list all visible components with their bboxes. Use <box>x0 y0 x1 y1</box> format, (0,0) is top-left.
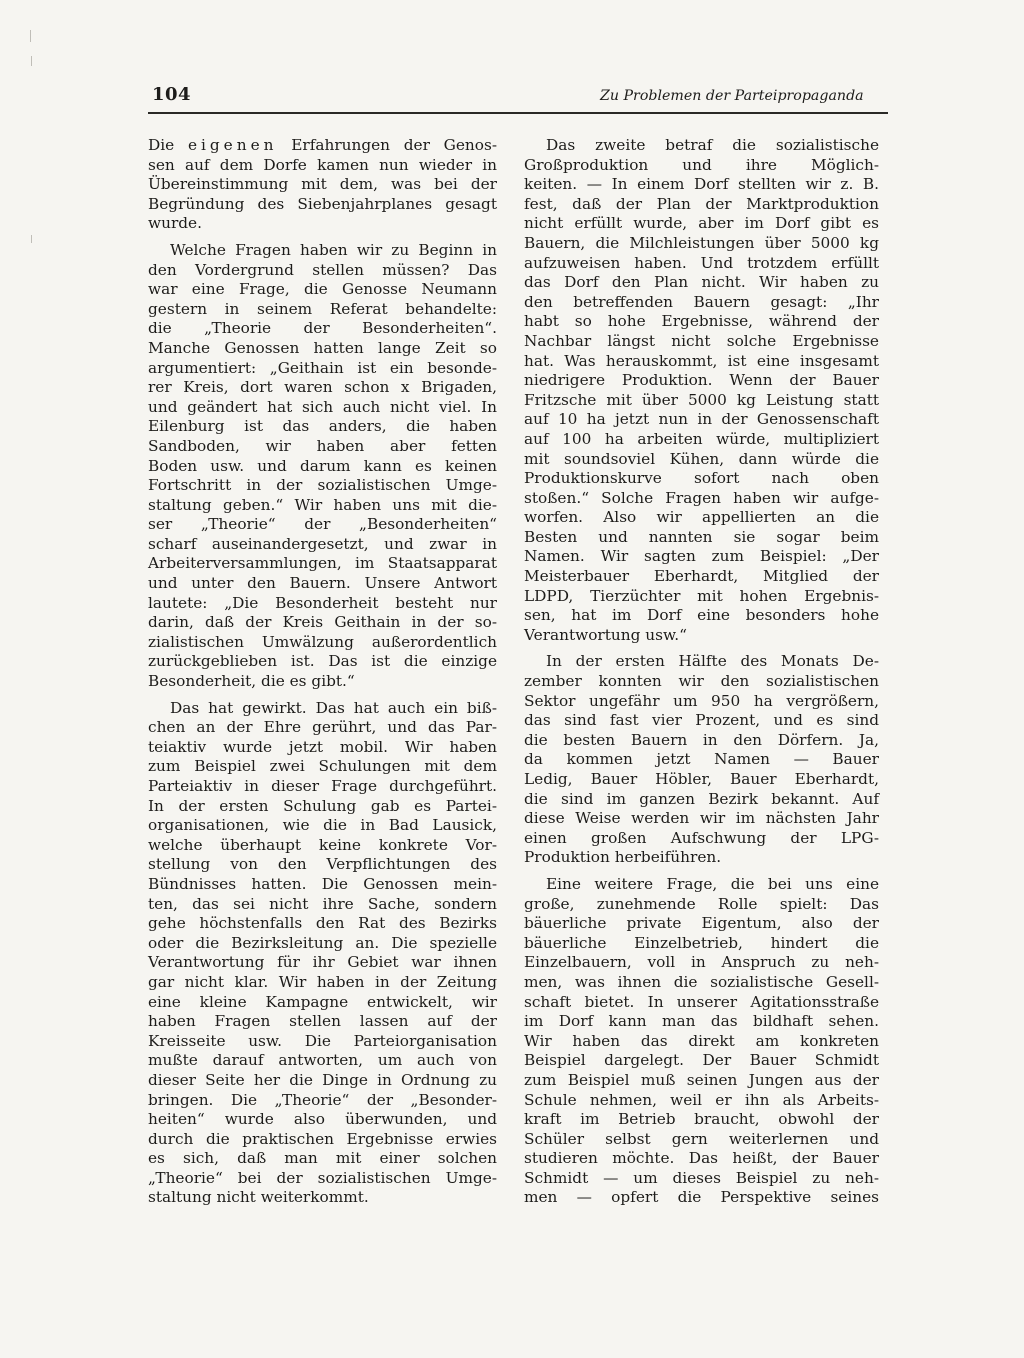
text-line: Eilenburg ist das anders, die haben <box>148 417 497 436</box>
text-line: den Vordergrund stellen müssen? Das <box>148 260 497 279</box>
text-line: Eine weitere Frage, die bei uns eine <box>546 874 879 893</box>
text-line: worfen. Also wir appellierten an die <box>524 508 879 527</box>
text-line: Nachbar längst nicht solche Ergebnisse <box>524 331 879 350</box>
text-line: kraft im Betrieb braucht, obwohl der <box>524 1110 879 1129</box>
text-line: Boden usw. und darum kann es keinen <box>148 456 497 475</box>
text-line: sen auf dem Dorfe kamen nun wieder in <box>148 155 497 174</box>
text-line: habt so hohe Ergebnisse, während der <box>524 312 879 331</box>
scan-mark <box>31 56 32 66</box>
paragraph-gap <box>524 868 879 875</box>
text-line: Kreisseite usw. Die Parteiorganisation <box>148 1031 497 1050</box>
text-line: men — opfert die Perspektive seines <box>524 1188 879 1207</box>
text-line: darin, daß der Kreis Geithain in der so- <box>148 613 497 632</box>
text-line: Welche Fragen haben wir zu Beginn in <box>170 240 497 259</box>
paragraph-gap <box>148 234 497 241</box>
text-line: zum Beispiel zwei Schulungen mit dem <box>148 757 497 776</box>
text-line: heiten“ wurde also überwunden, und <box>148 1110 497 1129</box>
paragraph-gap <box>148 692 497 699</box>
text-line: Namen. Wir sagten zum Beispiel: „Der <box>524 547 879 566</box>
text-line: im Dorf kann man das bildhaft sehen. <box>524 1012 879 1031</box>
text-line: staltung nicht weiterkommt. <box>148 1188 369 1207</box>
text-line: mußte darauf antworten, um auch von <box>148 1051 497 1070</box>
text-line: Wir haben das direkt am konkreten <box>524 1031 879 1050</box>
text-line: gar nicht klar. Wir haben in der Zeitung <box>148 972 497 991</box>
text-line: zember konnten wir den sozialistischen <box>524 672 879 691</box>
text-line: Ledig, Bauer Höbler, Bauer Eberhardt, <box>524 770 879 788</box>
text-line: niedrigere Produktion. Wenn der Bauer <box>524 371 879 390</box>
text-line: In der ersten Hälfte des Monats De- <box>546 652 879 671</box>
right-column <box>524 136 879 1208</box>
text-line: Verantwortung für ihr Gebiet war ihnen <box>148 953 497 972</box>
text-line: es sich, daß man mit einer solchen <box>148 1149 497 1168</box>
text-line: hat. Was herauskommt, ist eine insgesamt <box>524 351 879 370</box>
text-line: Meisterbauer Eberhardt, Mitglied der <box>524 567 879 586</box>
text-line: keiten. — In einem Dorf stellten wir z. B. <box>524 175 879 194</box>
text-line: schaft bietet. In unserer Agitationsstraße <box>524 992 879 1011</box>
emphasis-word: eigenen <box>187 136 278 154</box>
header-rule <box>148 112 888 114</box>
text-line: bäuerliche Einzelbetrieb, hindert die <box>524 933 879 952</box>
text-line: Manche Genossen hatten lange Zeit so <box>148 338 497 357</box>
text-line: sen, hat im Dorf eine besonders hohe <box>524 606 879 625</box>
text-line: auf 10 ha jetzt nun in der Genossenschaft <box>524 410 879 429</box>
text-line: stoßen.“ Solche Fragen haben wir aufge- <box>524 488 879 507</box>
text-line: die sind im ganzen Bezirk bekannt. Auf <box>524 789 879 808</box>
text-line: diese Weise werden wir im nächsten Jahr <box>524 809 879 828</box>
text-line: Übereinstimmung mit dem, was bei der <box>148 175 497 194</box>
text-line: Bündnisses hatten. Die Genossen mein- <box>148 874 497 893</box>
text-line: die besten Bauern in den Dörfern. Ja, <box>524 730 879 749</box>
text-line: scharf auseinandergesetzt, und zwar in <box>148 534 497 553</box>
text-line: Arbeiterversammlungen, im Staatsapparat <box>148 554 497 573</box>
text-line: gestern in seinem Referat behandelte: <box>148 299 497 318</box>
text-line: In der ersten Schulung gab es Partei- <box>148 796 497 815</box>
text-line: argumentiert: „Geithain ist ein besonde- <box>148 358 497 377</box>
text-line: rer Kreis, dort waren schon x Brigaden, <box>148 378 497 397</box>
paragraph-gap <box>524 645 879 652</box>
text-line: organisationen, wie die in Bad Lausick, <box>148 816 497 835</box>
text-line: und geändert hat sich auch nicht viel. In <box>148 397 497 416</box>
text-line: Parteiaktiv in dieser Frage durchgeführt. <box>148 777 497 795</box>
running-head: Zu Problemen der Parteipropaganda <box>600 88 864 104</box>
text-line: „Theorie“ bei der sozialistischen Umge- <box>148 1168 497 1187</box>
text-line: Die eigenen Erfahrungen der Genos- <box>148 136 497 154</box>
text-line: teiaktiv wurde jetzt mobil. Wir haben <box>148 737 497 756</box>
text-line: Produktionskurve sofort nach oben <box>524 469 879 488</box>
text-line: einen großen Aufschwung der LPG- <box>524 828 879 847</box>
text-line: ten, das sei nicht ihre Sache, sondern <box>148 894 497 913</box>
text-line: Beispiel dargelegt. Der Bauer Schmidt <box>524 1051 879 1070</box>
text-line: den betreffenden Bauern gesagt: „Ihr <box>524 292 879 311</box>
text-line: eine kleine Kampagne entwickelt, wir <box>148 992 497 1011</box>
text-line: zurückgeblieben ist. Das ist die einzige <box>148 652 497 671</box>
text-line: oder die Bezirksleitung an. Die spezielle <box>148 933 497 952</box>
text-line: lautete: „Die Besonderheit besteht nur <box>148 593 497 612</box>
text-line: nicht erfüllt wurde, aber im Dorf gibt es <box>524 214 879 233</box>
text-line: mit soundsoviel Kühen, dann würde die <box>524 449 879 468</box>
text-line: war eine Frage, die Genosse Neumann <box>148 280 497 299</box>
text-line: Schüler selbst gern weiterlernen und <box>524 1129 879 1148</box>
text-line: da kommen jetzt Namen — Bauer <box>524 750 879 769</box>
text-line: stellung von den Verpflichtungen des <box>148 855 497 874</box>
text-line: gehe höchstenfalls den Rat des Bezirks <box>148 914 497 933</box>
text-line: aufzuweisen haben. Und trotzdem erfüllt <box>524 253 879 272</box>
text-line: zum Beispiel muß seinen Jungen aus der <box>524 1070 879 1089</box>
scan-mark <box>31 235 32 243</box>
text-line: auf 100 ha arbeiten würde, multipliziert <box>524 429 879 448</box>
text-line: LDPD, Tierzüchter mit hohen Ergebnis- <box>524 586 879 605</box>
text-line: Einzelbauern, voll in Anspruch zu neh- <box>524 953 879 972</box>
text-line: chen an der Ehre gerührt, und das Par- <box>148 718 497 737</box>
text-line: studieren möchte. Das heißt, der Bauer <box>524 1149 879 1168</box>
text-line: bäuerliche private Eigentum, also der <box>524 914 879 933</box>
text-line: wurde. <box>148 214 202 233</box>
text-line: Das zweite betraf die sozialistische <box>546 136 879 154</box>
text-line: das sind fast vier Prozent, und es sind <box>524 711 879 730</box>
text-line: dieser Seite her die Dinge in Ordnung zu <box>148 1070 497 1089</box>
text-line: ser „Theorie“ der „Besonderheiten“ <box>148 515 497 534</box>
text-line: zialistischen Umwälzung außerordentlich <box>148 632 497 651</box>
scan-mark <box>30 30 31 42</box>
text-line: welche überhaupt keine konkrete Vor- <box>148 835 497 854</box>
text-line: Fritzsche mit über 5000 kg Leistung statt <box>524 390 879 409</box>
text-line: Sektor ungefähr um 950 ha vergrößern, <box>524 691 879 710</box>
text-line: das Dorf den Plan nicht. Wir haben zu <box>524 273 879 292</box>
left-column <box>148 136 497 1208</box>
text-line: Bauern, die Milchleistungen über 5000 kg <box>524 233 879 252</box>
text-line: Besten und nannten sie sogar beim <box>524 527 879 546</box>
text-line: haben Fragen stellen lassen auf der <box>148 1012 497 1031</box>
text-line: Produktion herbeiführen. <box>524 848 722 867</box>
text-line: Schule nehmen, weil er ihn als Arbeits- <box>524 1090 879 1109</box>
text-line: durch die praktischen Ergebnisse erwies <box>148 1129 497 1148</box>
text-line: staltung geben.“ Wir haben uns mit die- <box>148 495 497 514</box>
text-line: die „Theorie der Besonderheiten“. <box>148 319 497 338</box>
text-line: bringen. Die „Theorie“ der „Besonder- <box>148 1090 497 1109</box>
text-line: men, was ihnen die sozialistische Gesell- <box>524 972 879 991</box>
text-line: Verantwortung usw.“ <box>524 625 687 644</box>
text-line: fest, daß der Plan der Marktproduktion <box>524 194 879 213</box>
text-line: große, zunehmende Rolle spielt: Das <box>524 894 879 913</box>
text-line: Großproduktion und ihre Möglich- <box>524 155 879 174</box>
text-line: Besonderheit, die es gibt.“ <box>148 672 355 691</box>
page-number: 104 <box>152 84 192 105</box>
text-line: Begründung des Siebenjahrplanes gesagt <box>148 194 497 213</box>
text-line: Fortschritt in der sozialistischen Umge- <box>148 476 497 495</box>
text-line: Das hat gewirkt. Das hat auch ein biß- <box>170 698 497 717</box>
text-line: Sandboden, wir haben aber fetten <box>148 436 497 455</box>
text-line: und unter den Bauern. Unsere Antwort <box>148 574 497 593</box>
text-line: Schmidt — um dieses Beispiel zu neh- <box>524 1168 879 1187</box>
